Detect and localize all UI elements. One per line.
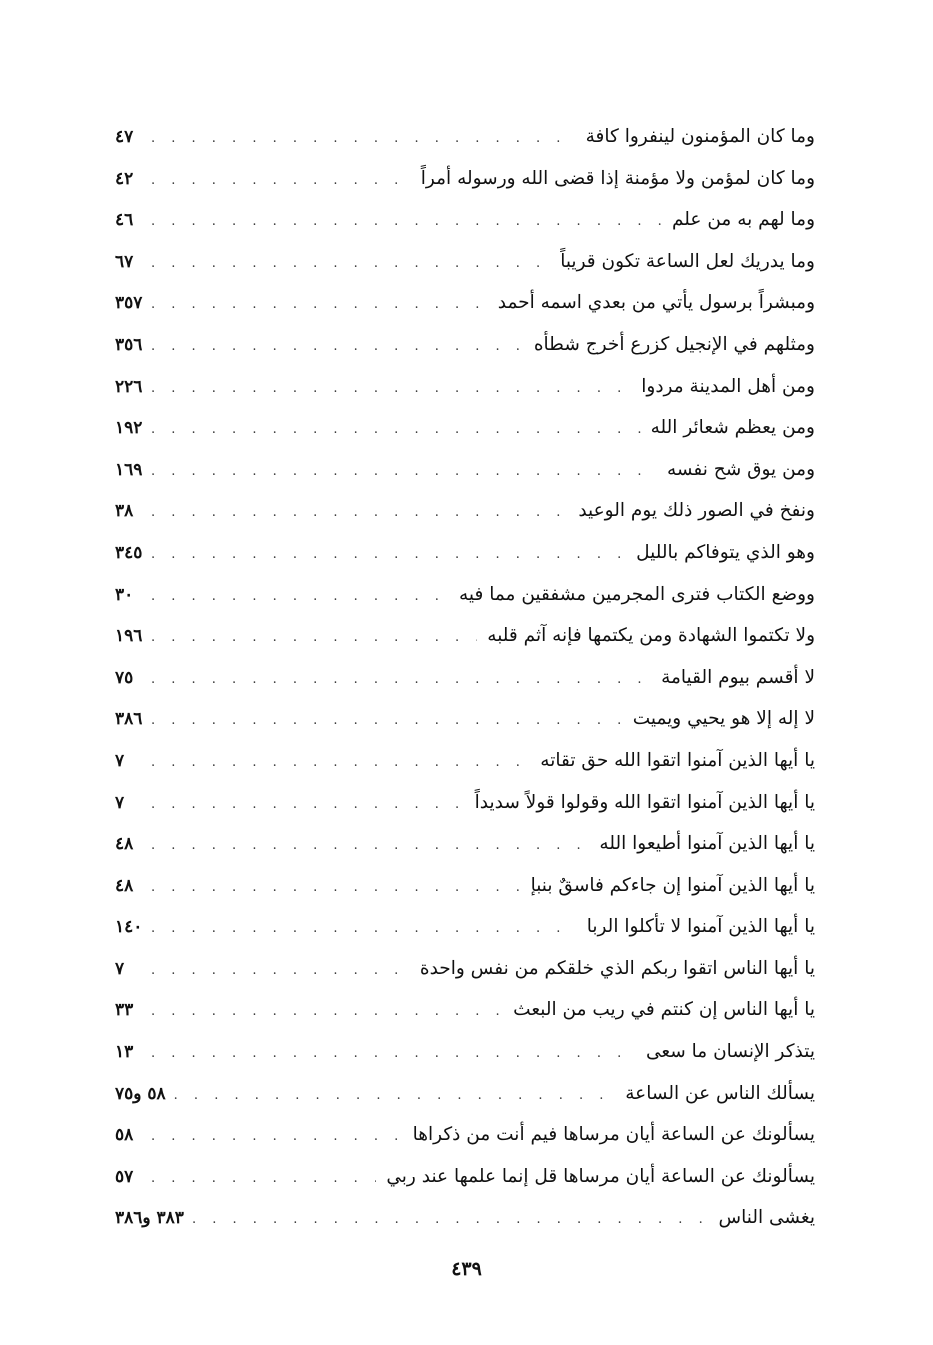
dot-leader	[151, 617, 477, 659]
verse-text: ومثلهم في الإنجيل كزرع أخرج شطأه	[533, 333, 815, 355]
page-reference: ٢٢٦	[115, 376, 143, 397]
index-entry	[115, 1031, 815, 1073]
dot-leader	[151, 825, 589, 867]
page-number: ٤٣٩	[451, 1258, 482, 1280]
index-entry	[115, 948, 815, 990]
page-reference: ٣٣	[115, 1000, 134, 1021]
verse-text: يتذكر الإنسان ما سعى	[645, 1041, 815, 1063]
index-entry	[115, 1156, 815, 1198]
verse-text: وما كان المؤمنون لينفروا كافة	[585, 126, 815, 147]
dot-leader	[151, 243, 550, 285]
verse-text: ومن يعظم شعائر الله	[650, 417, 815, 439]
page-reference: ٤٨	[115, 834, 134, 855]
page-reference: ٧	[115, 792, 125, 813]
index-entry	[115, 490, 815, 532]
index-entry	[115, 366, 815, 408]
verse-text: وما يدريك لعل الساعة تكون قريباً	[560, 250, 815, 272]
dot-leader	[151, 118, 576, 160]
page-reference: ٣٥٧	[115, 293, 143, 314]
dot-leader	[151, 784, 465, 826]
index-entry	[115, 615, 815, 657]
dot-leader	[151, 284, 488, 326]
index-entry	[115, 324, 815, 366]
dot-leader	[151, 492, 568, 534]
dot-leader	[151, 867, 521, 909]
verse-text: يسألك الناس عن الساعة	[625, 1082, 815, 1104]
index-entry	[115, 407, 815, 449]
dot-leader	[151, 950, 410, 992]
page-reference: ٤٧	[115, 127, 134, 147]
page-reference: ٦٧	[115, 251, 134, 272]
page-reference: ٧٥	[115, 667, 134, 688]
page-reference: ٣٨٦	[115, 709, 143, 730]
dot-leader	[151, 1158, 376, 1200]
page-reference: ٣٠	[115, 584, 134, 605]
dot-leader	[174, 1075, 616, 1117]
dot-leader	[151, 368, 631, 410]
verse-text: يا أيها الذين آمنوا لا تأكلوا الربا	[586, 916, 815, 938]
verse-text: وما لهم به من علم	[671, 209, 815, 231]
index-entry	[115, 989, 815, 1031]
index-entry	[115, 1073, 815, 1115]
index-entry	[115, 1197, 815, 1239]
dot-leader	[151, 576, 449, 618]
index-entry	[115, 158, 815, 200]
index-entry	[115, 782, 815, 824]
verse-text: ومن يوق شح نفسه	[667, 458, 815, 480]
verse-text: ولا تكتموا الشهادة ومن يكتمها فإنه آثم قلبه	[487, 625, 815, 647]
page-reference: ٤٨	[115, 875, 134, 896]
verse-text: وهو الذي يتوفاكم بالليل	[636, 541, 815, 563]
verse-text: يا أيها الذين آمنوا إن جاءكم فاسقٌ بنبإ	[530, 874, 815, 896]
index-entry	[115, 740, 815, 782]
page-reference: ٣٥٦	[115, 334, 143, 355]
dot-leader	[151, 908, 577, 950]
dot-leader	[151, 700, 623, 742]
index-entry	[115, 532, 815, 574]
dot-leader	[151, 201, 662, 243]
page-reference: ١٤٠	[115, 917, 143, 938]
index-entry	[115, 574, 815, 616]
index-entry	[115, 116, 815, 158]
verse-text: ونفخ في الصور ذلك يوم الوعيد	[578, 500, 815, 522]
verse-text: ووضع الكتاب فترى المجرمين مشفقين مما فيه	[458, 583, 815, 605]
verse-text: يا أيها الذين آمنوا اتقوا الله وقولوا قولاً سديداً	[474, 791, 815, 813]
dot-leader	[151, 742, 530, 784]
page-reference: ٤٢	[115, 168, 134, 189]
index-entry	[115, 449, 815, 491]
index-entry	[115, 241, 815, 283]
page-reference: ٣٤٥	[115, 542, 143, 563]
verse-text: يا أيها الناس اتقوا ربكم الذي خلقكم من نفس واحدة	[419, 957, 815, 979]
index-entry	[115, 906, 815, 948]
dot-leader	[151, 534, 626, 576]
page-reference: ٥٨ و٧٥	[115, 1083, 166, 1104]
dot-leader	[151, 409, 641, 451]
dot-leader	[151, 659, 651, 701]
dot-leader	[151, 326, 524, 368]
verse-text: لا إله إلا هو يحيي ويميت	[632, 708, 815, 730]
index-entry	[115, 823, 815, 865]
page-reference: ٤٦	[115, 210, 134, 231]
page-reference: ٥٧	[115, 1166, 134, 1187]
verse-index-list	[115, 116, 815, 1239]
page-reference: ١٦٩	[115, 459, 143, 480]
page-reference: ٥٨	[115, 1125, 134, 1146]
verse-text: يسألونك عن الساعة أيان مرساها قل إنما علمها عند ربي	[386, 1165, 815, 1187]
index-entry	[115, 282, 815, 324]
index-entry	[115, 199, 815, 241]
dot-leader	[151, 451, 657, 493]
dot-leader	[151, 991, 503, 1033]
page-reference: ٣٨	[115, 501, 134, 522]
index-entry	[115, 657, 815, 699]
verse-text: ومن أهل المدينة مردوا	[641, 375, 815, 397]
index-entry	[115, 1114, 815, 1156]
verse-text: يغشى الناس	[718, 1207, 815, 1229]
index-entry	[115, 698, 815, 740]
verse-text: وما كان لمؤمن ولا مؤمنة إذا قضى الله ورسوله أمراً	[420, 167, 815, 189]
page-reference: ٧	[115, 750, 125, 771]
verse-text: ومبشراً برسول يأتي من بعدي اسمه أحمد	[497, 292, 815, 314]
dot-leader	[151, 160, 411, 202]
verse-text: يا أيها الذين آمنوا اتقوا الله حق تقاته	[540, 749, 815, 771]
index-entry	[115, 865, 815, 907]
verse-text: يا أيها الناس إن كنتم في ريب من البعث	[513, 999, 815, 1021]
verse-text: يا أيها الذين آمنوا أطيعوا الله	[599, 833, 815, 855]
verse-text: يسألونك عن الساعة أيان مرساها فيم أنت من ذكراها	[412, 1124, 815, 1146]
page-reference: ٣٨٣ و٣٨٦	[115, 1208, 184, 1229]
page-reference: ١٣	[115, 1042, 134, 1063]
verse-text: لا أقسم بيوم القيامة	[661, 666, 815, 688]
dot-leader	[151, 1116, 403, 1158]
page-reference: ١٩٦	[115, 626, 143, 647]
dot-leader	[192, 1199, 709, 1241]
page-reference: ٧	[115, 958, 125, 979]
page-reference: ١٩٢	[115, 418, 143, 439]
dot-leader	[151, 1033, 636, 1075]
